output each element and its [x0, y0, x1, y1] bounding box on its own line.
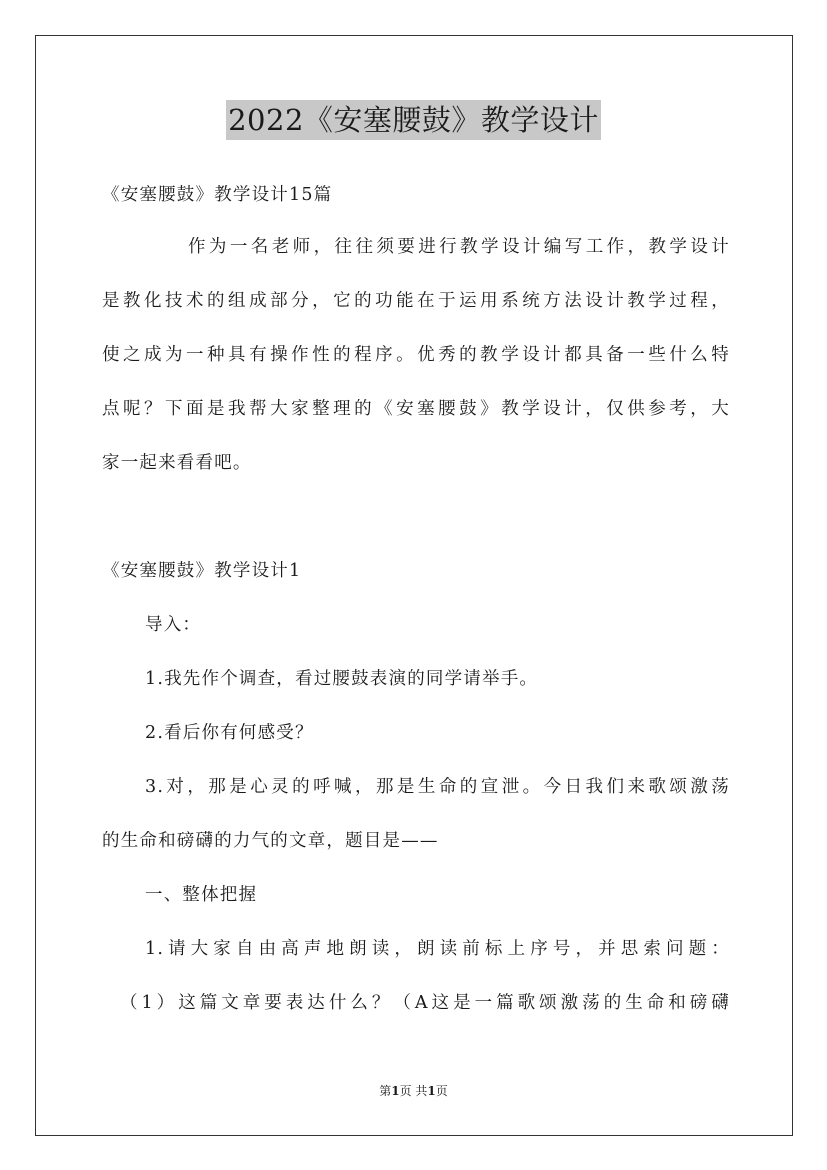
list-item-1: 1.我先作个调查，看过腰鼓表演的同学请举手。: [145, 669, 539, 689]
document-title: 2022《安塞腰鼓》教学设计: [226, 100, 601, 140]
intro-line-5: 家一起来看看吧。: [102, 453, 252, 473]
footer-prefix: 第: [379, 1084, 392, 1098]
title-container: [0, 100, 827, 140]
part1-heading: 一、整体把握: [145, 885, 258, 905]
list-item-2: 2.看后你有何感受？: [145, 723, 314, 743]
page-footer: [0, 1083, 827, 1099]
document-subtitle: 《安塞腰鼓》教学设计15篇: [102, 185, 333, 205]
intro-line-3: 使之成为一种具有操作性的程序。优秀的教学设计都具备一些什么特: [102, 345, 730, 365]
footer-page-number: 1: [391, 1084, 400, 1098]
section-heading: 《安塞腰鼓》教学设计1: [102, 561, 302, 581]
intro-line-2: 是教化技术的组成部分，它的功能在于运用系统方法设计教学过程，: [102, 291, 730, 311]
footer-suffix: 页: [435, 1084, 448, 1098]
list-item-3-line-2: 的生命和磅礴的力气的文章，题目是——: [102, 831, 439, 851]
daoru-label: 导入：: [145, 615, 202, 635]
list-item-3-line-1: 3.对，那是心灵的呼喊，那是生命的宣泄。今日我们来歌颂激荡: [145, 777, 730, 797]
part1-sub-item-1: （1）这篇文章要表达什么？（A这是一篇歌颂激荡的生命和磅礴: [120, 993, 730, 1013]
footer-page-total: 1: [427, 1084, 436, 1098]
intro-line-4: 点呢？下面是我帮大家整理的《安塞腰鼓》教学设计，仅供参考，大: [102, 399, 730, 419]
intro-line-1: 作为一名老师，往往须要进行教学设计编写工作，教学设计: [188, 237, 730, 257]
part1-item-1: 1.请大家自由高声地朗读，朗读前标上序号，并思索问题：: [145, 939, 730, 959]
footer-mid: 页 共: [399, 1084, 428, 1098]
